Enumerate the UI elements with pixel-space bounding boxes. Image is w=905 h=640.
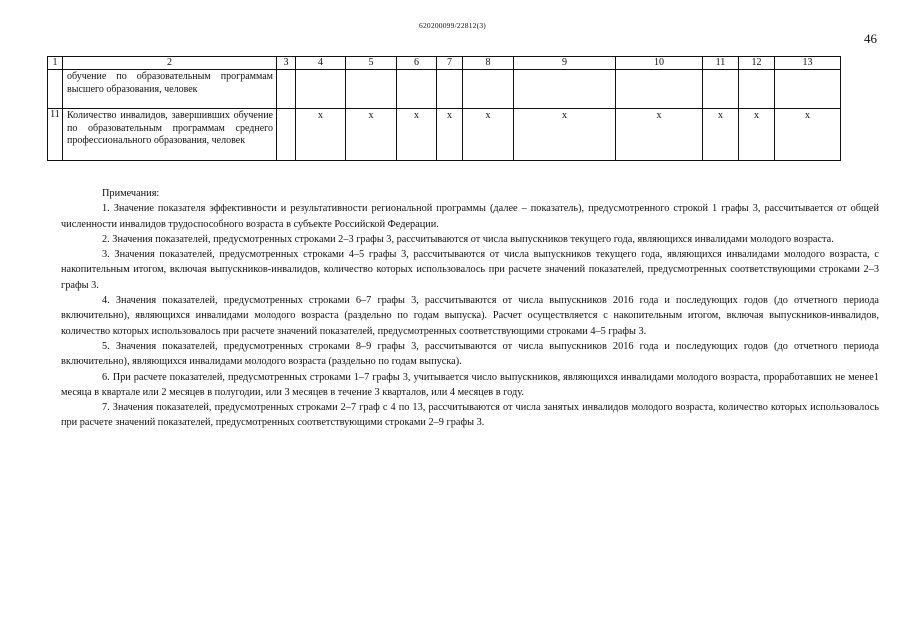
table-cell xyxy=(296,70,346,109)
table-cell xyxy=(616,70,703,109)
column-number: 6 xyxy=(397,57,437,70)
note-paragraph: 5. Значения показателей, предусмотренных строками 8–9 графы 3, рассчитываются от числа выпускников 2016 года и последующих годов (до отчетного периода включительно), являющихся инвалидами молодого возраста (раздельно по годам выпуска). xyxy=(61,340,879,368)
table-row xyxy=(48,109,841,161)
column-number: 11 xyxy=(703,57,739,70)
notes-section xyxy=(61,186,879,431)
note-paragraph: 7. Значения показателей, предусмотренных строками 2–7 граф с 4 по 13, рассчитываются от числа занятых инвалидов молодого возраста, количество которых использовалось при расчете значений показателей, предусмотренных соответствующими строками 2–9 графы 3. xyxy=(61,402,879,429)
column-number: 9 xyxy=(514,57,616,70)
table-cell: x xyxy=(463,109,514,161)
table-row xyxy=(48,70,841,109)
row-description: Количество инвалидов, завершивших обучение по образовательным программам среднего профессионального образования, человек xyxy=(63,109,277,161)
column-number: 3 xyxy=(277,57,296,70)
indicator-table xyxy=(47,56,841,161)
table-cell: x xyxy=(296,109,346,161)
column-number: 4 xyxy=(296,57,346,70)
table-cell: x xyxy=(703,109,739,161)
column-number: 8 xyxy=(463,57,514,70)
table-cell xyxy=(437,70,463,109)
table-cell: x xyxy=(514,109,616,161)
table-cell xyxy=(346,70,397,109)
table-cell xyxy=(277,109,296,161)
table-cell xyxy=(703,70,739,109)
column-number: 2 xyxy=(63,57,277,70)
column-number: 12 xyxy=(739,57,775,70)
note-paragraph: 6. При расчете показателей, предусмотренных строками 1–7 графы 3, учитывается число выпускников, являющихся инвалидами молодого возраста, проработавших не менее1 месяца в квартале или 2 месяцев в полугодии, или 3 месяцев в течение 3 кварталов, или 4 месяцев в году. xyxy=(61,371,879,398)
row-number: 11 xyxy=(48,109,63,161)
document-code: 620200099/22812(3) xyxy=(419,21,486,30)
note-paragraph: 4. Значения показателей, предусмотренных строками 6–7 графы 3, рассчитываются от числа выпускников 2016 года и последующих годов (до отчетного периода включительно), являющихся инвалидами молодого возраста (раздельно по годам выпуска). Расчет осуществляется с накопительным итогом, включая выпускников-инвалидов, количество которых использовалось при расчете значений показателей, предусмотренных соответствующими строками 4–5 графы 3. xyxy=(61,295,879,337)
row-number xyxy=(48,70,63,109)
table-cell xyxy=(463,70,514,109)
page-number: 46 xyxy=(864,31,877,46)
table-cell: x xyxy=(437,109,463,161)
column-number: 1 xyxy=(48,57,63,70)
table-cell xyxy=(514,70,616,109)
table-cell: x xyxy=(397,109,437,161)
table-cell: x xyxy=(739,109,775,161)
table-cell xyxy=(277,70,296,109)
column-number: 5 xyxy=(346,57,397,70)
column-number: 7 xyxy=(437,57,463,70)
note-paragraph: 2. Значения показателей, предусмотренных строками 2–3 графы 3, рассчитываются от числа выпускников текущего года, являющихся инвалидами молодого возраста. xyxy=(102,233,834,245)
column-number: 13 xyxy=(775,57,841,70)
table-cell xyxy=(739,70,775,109)
table-cell: x xyxy=(346,109,397,161)
table-cell: x xyxy=(616,109,703,161)
table-cell xyxy=(775,70,841,109)
note-paragraph: 1. Значение показателя эффективности и результативности региональной программы (далее – показатель), предусмотренного строкой 1 графы 3, рассчитывается от общей численности инвалидов трудоспособного возраста в субъекте Российской Федерации. xyxy=(61,203,879,230)
table-header-row xyxy=(48,57,841,70)
column-number: 10 xyxy=(616,57,703,70)
notes-title: Примечания: xyxy=(102,188,160,199)
note-paragraph: 3. Значения показателей, предусмотренных строками 4–5 графы 3, рассчитываются от числа выпускников текущего года, являющихся инвалидами молодого возраста, с накопительным итогом, включая выпускников-инвалидов, количество которых использовалось при расчете значений показателей, предусмотренных соответствующими строками 2–3 графы 3. xyxy=(61,249,879,291)
table-cell xyxy=(397,70,437,109)
row-description: обучение по образовательным программам высшего образования, человек xyxy=(63,70,277,109)
table-cell: x xyxy=(775,109,841,161)
